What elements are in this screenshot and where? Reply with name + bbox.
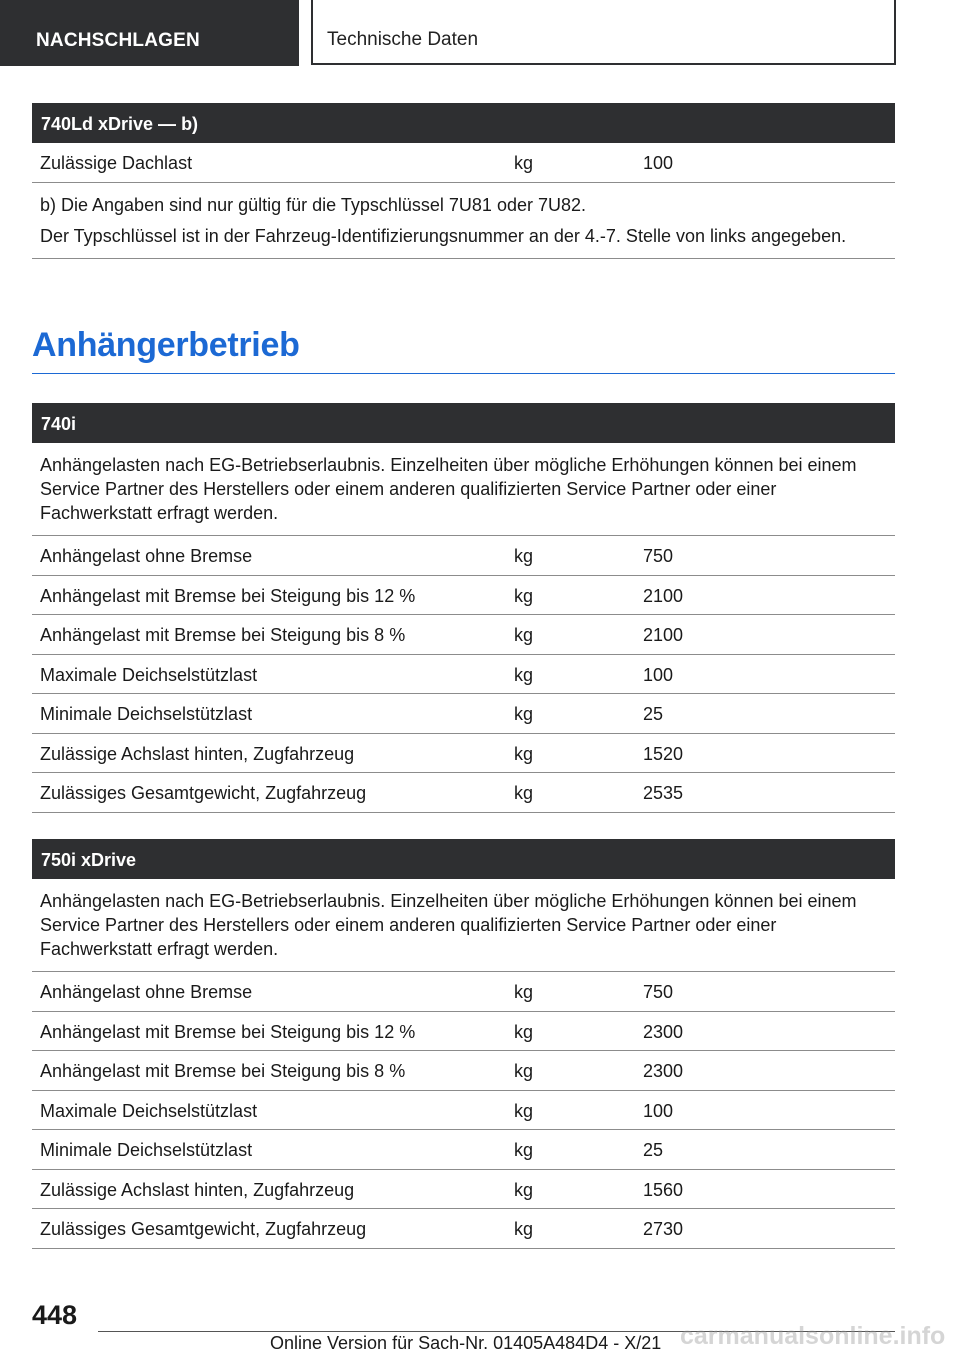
section-tab: NACHSCHLAGEN <box>0 0 299 66</box>
row-value: 2300 <box>643 1061 684 1081</box>
table-intro: Anhängelasten nach EG-Betriebserlaubnis. Einzelheiten über mögliche Erhöhungen können bei einem Service Partner des Herstellers oder einem anderen qualifizierten Service Partner oder einer Fachwerkstatt erfragt werden. <box>32 879 895 972</box>
roof-load-table <box>32 103 895 259</box>
row-label: Maximale Deichselstützlast <box>40 664 258 685</box>
watermark: carmanualsonline.info <box>680 1322 946 1350</box>
row-label: Anhängelast mit Bremse bei Steigung bis 12 % <box>40 1021 416 1042</box>
table-row <box>32 1209 895 1249</box>
row-label: Anhängelast mit Bremse bei Steigung bis 8 % <box>40 1061 406 1081</box>
row-value: 100 <box>643 664 674 685</box>
table-row <box>32 576 895 616</box>
footnote-b: b) Die Angaben sind nur gültig für die Typschlüssel 7U81 oder 7U82. <box>40 194 587 215</box>
footer-version-text: Online Version für Sach-Nr. 01405A484D4 - X/21 <box>270 1333 662 1353</box>
row-value: 2100 <box>643 585 684 606</box>
table-row <box>32 972 895 1012</box>
row-unit: kg <box>514 625 534 645</box>
footnote-type-key: Der Typschlüssel ist in der Fahrzeug-Identifizierungsnummer an der 4.-7. Stelle von links angegeben. <box>40 225 847 246</box>
table-title: 740i <box>32 403 895 443</box>
row-value: 2535 <box>643 783 684 803</box>
table-row <box>32 655 895 695</box>
row-label: Maximale Deichselstützlast <box>40 1100 258 1121</box>
row-value: 25 <box>643 1140 664 1160</box>
row-label: Zulässige Achslast hinten, Zugfahrzeug <box>40 743 355 764</box>
section-heading: Anhängerbetrieb <box>32 326 895 374</box>
chapter-tab: Technische Daten <box>311 0 896 65</box>
table-row <box>32 1051 895 1091</box>
table-row <box>32 694 895 734</box>
row-label: Zulässiges Gesamtgewicht, Zugfahrzeug <box>40 783 367 803</box>
row-unit: kg <box>514 1100 534 1121</box>
row-label: Zulässiges Gesamtgewicht, Zugfahrzeug <box>40 1219 367 1239</box>
row-unit: kg <box>514 546 534 566</box>
row-value: 750 <box>643 982 674 1002</box>
row-unit: kg <box>514 743 534 764</box>
row-value: 1520 <box>643 743 684 764</box>
row-unit: kg <box>514 704 534 724</box>
row-value: 25 <box>643 704 664 724</box>
row-unit: kg <box>514 982 534 1002</box>
trailer-table-750i-xdrive <box>32 839 895 1249</box>
table-row <box>32 773 895 813</box>
page-number: 448 <box>32 1300 78 1330</box>
row-label: Anhängelast ohne Bremse <box>40 546 253 566</box>
row-value: 100 <box>643 1100 674 1121</box>
row-label: Minimale Deichselstützlast <box>40 1140 253 1160</box>
table-title: 740Ld xDrive — b) <box>32 103 895 143</box>
row-unit: kg <box>514 1140 534 1160</box>
row-unit: kg <box>514 585 534 606</box>
row-value: 2730 <box>643 1219 684 1239</box>
row-unit: kg <box>514 1061 534 1081</box>
table-row <box>32 615 895 655</box>
table-row <box>32 1012 895 1052</box>
row-unit: kg <box>514 153 534 173</box>
row-unit: kg <box>514 783 534 803</box>
row-unit: kg <box>514 1219 534 1239</box>
row-value: 1560 <box>643 1179 684 1200</box>
row-unit: kg <box>514 1021 534 1042</box>
row-value: 100 <box>643 153 674 173</box>
row-label: Zulässige Dachlast <box>40 153 193 173</box>
table-row <box>32 734 895 774</box>
row-label: Minimale Deichselstützlast <box>40 704 253 724</box>
table-title: 750i xDrive <box>32 839 895 879</box>
table-row <box>32 1091 895 1131</box>
table-row <box>32 1170 895 1210</box>
row-unit: kg <box>514 1179 534 1200</box>
table-footnote <box>32 183 895 259</box>
row-value: 2300 <box>643 1021 684 1042</box>
row-label: Anhängelast mit Bremse bei Steigung bis 8 % <box>40 625 406 645</box>
table-row <box>32 143 895 183</box>
trailer-table-740i <box>32 403 895 813</box>
table-row <box>32 1130 895 1170</box>
table-intro: Anhängelasten nach EG-Betriebserlaubnis. Einzelheiten über mögliche Erhöhungen können bei einem Service Partner des Herstellers oder einem anderen qualifizierten Service Partner oder einer Fachwerkstatt erfragt werden. <box>32 443 895 536</box>
row-value: 750 <box>643 546 674 566</box>
row-label: Anhängelast ohne Bremse <box>40 982 253 1002</box>
page-header <box>0 0 960 66</box>
row-unit: kg <box>514 664 534 685</box>
row-label: Zulässige Achslast hinten, Zugfahrzeug <box>40 1179 355 1200</box>
row-label: Anhängelast mit Bremse bei Steigung bis 12 % <box>40 585 416 606</box>
table-row <box>32 536 895 576</box>
row-value: 2100 <box>643 625 684 645</box>
